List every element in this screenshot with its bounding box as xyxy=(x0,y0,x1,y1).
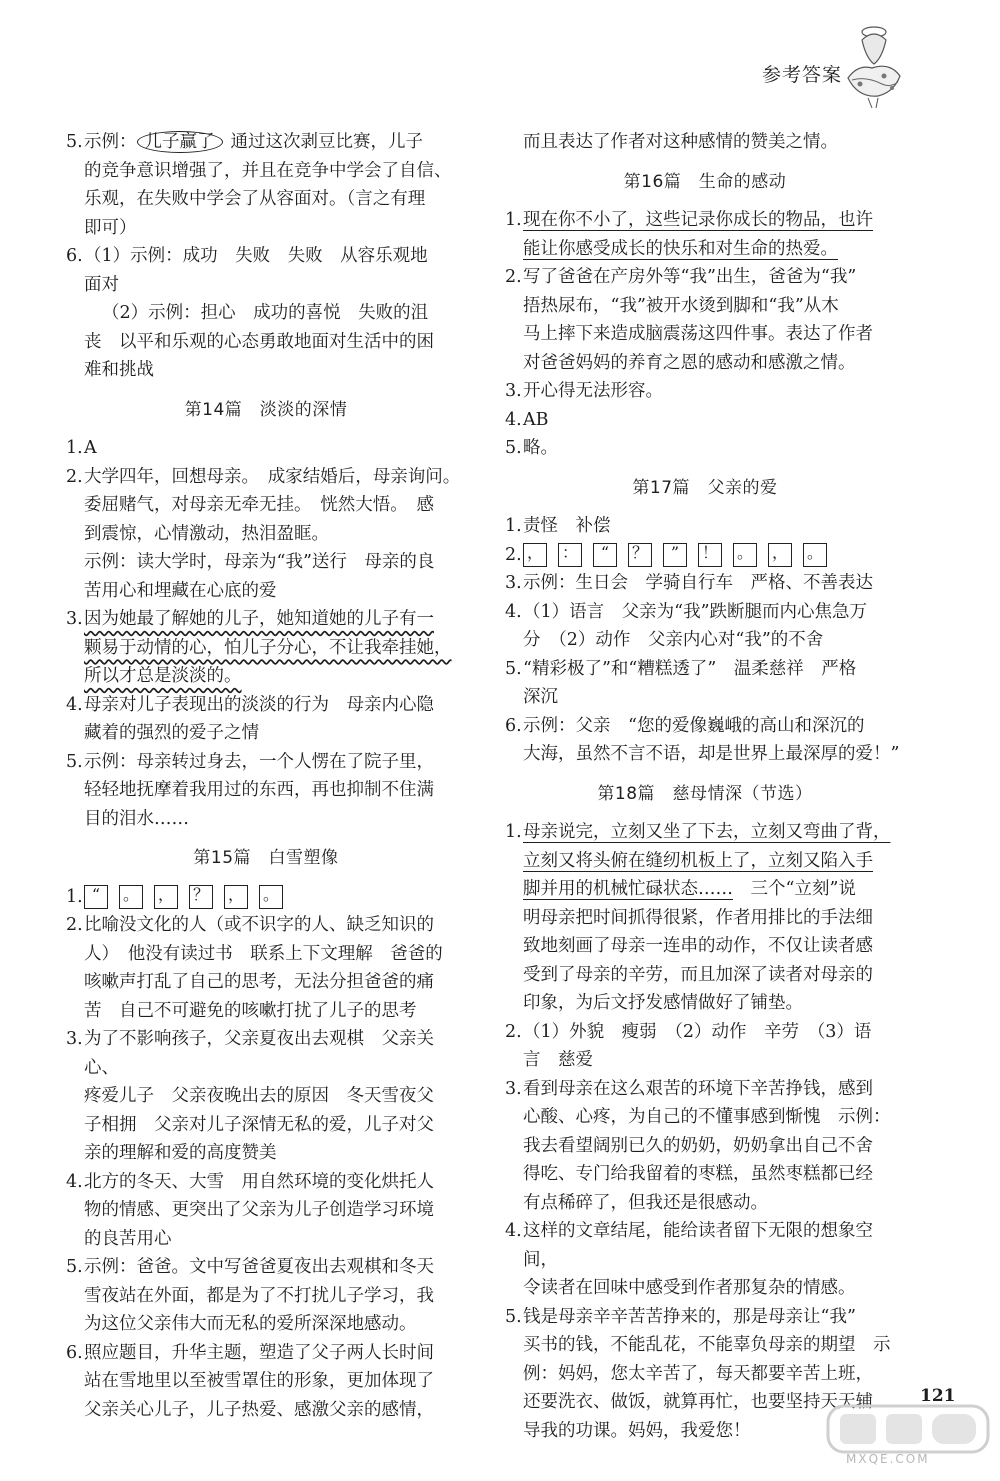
section-title: 第18篇 慈母情深（节选） xyxy=(597,783,813,804)
punctuation-box: 。 xyxy=(119,885,143,909)
answer-item: 5. 示例：母亲转过身去，一个人愣在了院子里， 轻轻地抚摩着我用过的东西，再也抑制不住满 目的泪水…… xyxy=(66,751,434,829)
answer-item: 5. 示例：爸爸。文中写爸爸夏夜出去观棋和冬天 雪夜站在外面，都是为了不打扰儿子学习，我 为这位父亲伟大而无私的爱所深深地感动。 xyxy=(66,1257,434,1334)
section-title: 第14篇 淡淡的深情 xyxy=(184,399,348,420)
underlined-text: 母亲说完，立刻又坐了下去，立刻又弯曲了背， xyxy=(523,822,891,842)
punctuation-boxes xyxy=(84,885,283,909)
wavy-underlined-text: 颗易于动情的心，怕儿子分心，不让我牵挂她， xyxy=(84,637,452,658)
page-number: 121 xyxy=(920,1386,956,1406)
underlined-text: 现在你不小了，这些记录你成长的物品，也许 xyxy=(523,210,873,230)
underlined-text: 立刻又将头俯在缝纫机板上了，立刻又陷入手 xyxy=(523,850,873,871)
punctuation-box: ： xyxy=(558,543,582,567)
right-column xyxy=(505,128,905,1445)
answer-item: 1. 责怪 补偿 xyxy=(505,516,611,536)
answer-item: 4. 北方的冬天、大雪 用自然环境的变化烘托人 物的情感、更突出了父亲为儿子创造学习环境 的良苦用心 xyxy=(66,1171,434,1249)
answer-item: 6. 示例：父亲 “您的爱像巍峨的高山和深沉的 大海，虽然不言不语，却是世界上最深厚的爱！” xyxy=(505,715,900,764)
answer-item: 2. ， ： “ ？ ” ！ 。 ， 。 xyxy=(505,541,905,570)
answer-item: 2. （1）外貌 瘦弱 （2）动作 辛劳 （3）语 言 慈爱 xyxy=(505,1021,872,1070)
answer-item: 2. 大学四年，回想母亲。 成家结婚后，母亲询问。 委屈赌气，对母亲无牵无挂。 恍然大悟。 感 到震惊，心情激动，热泪盈眶。 示例：读大学时，母亲为“我”送行 母亲的良 苦用心和埋藏在心底的爱 xyxy=(66,466,461,601)
punctuation-box: ， xyxy=(523,543,547,567)
punctuation-box: “ xyxy=(593,543,617,567)
punctuation-box: ， xyxy=(768,543,792,567)
header-label: 参考答案 xyxy=(762,64,843,86)
answer-item-continued: 而且表达了作者对这种感情的赞美之情。 xyxy=(523,132,838,152)
answer-item: 3. 示例：生日会 学骑自行车 严格、不善表达 xyxy=(505,573,873,593)
punctuation-box: ！ xyxy=(698,543,722,567)
answer-item: 6. 照应题目，升华主题，塑造了父子两人长时间 站在雪地里以至被雪罩住的形象，更加体现了 父亲关心儿子，儿子热爱、感激父亲的感情， xyxy=(66,1342,434,1420)
answer-item: 5. “精彩极了”和“糟糕透了” 温柔慈祥 严格 深沉 xyxy=(505,658,857,707)
answer-item: 1. 现在你不小了，这些记录你成长的物品，也许 能让你感受成长的快乐和对生命的热爱。 xyxy=(505,210,873,259)
circled-answer: 儿子赢了 xyxy=(137,131,223,153)
answer-item: 6. （1）示例：成功 失败 失败 从容乐观地 面对 （2）示例：担心 成功的喜悦 失败的沮 丧 以平和乐观的心态勇敢地面对生活中的困 难和挑战 xyxy=(66,246,434,380)
left-column xyxy=(66,128,466,1424)
answer-item: 1. “ 。 ， ？ ， 。 xyxy=(66,883,466,912)
punctuation-box: ， xyxy=(154,885,178,909)
section-title: 第15篇 白雪塑像 xyxy=(193,848,339,868)
punctuation-box: ？ xyxy=(189,885,213,909)
watermark-text: MXQE.COM xyxy=(846,1452,930,1466)
section-title: 第16篇 生命的感动 xyxy=(623,171,787,192)
punctuation-box: 。 xyxy=(259,885,283,909)
underlined-text: 脚并用的机械忙碌状态…… xyxy=(523,879,733,899)
section-title: 第17篇 父亲的爱 xyxy=(632,477,778,498)
punctuation-box: “ xyxy=(84,885,108,909)
answer-item: 3. 看到母亲在这么艰苦的环境下辛苦挣钱，感到 心酸、心疼，为自己的不懂事感到惭愧 示例： 我去看望阔别已久的奶奶，奶奶拿出自己不舍 得吃、专门给我留着的枣糕，虽然枣糕都已经 有点稀碎了，但我还是很感动。 xyxy=(505,1078,891,1213)
underlined-text: 能让你感受成长的快乐和对生命的热爱。 xyxy=(523,238,838,259)
answer-item: 5. 示例： 儿子赢了 通过这次剥豆比赛，儿子 的竞争意识增强了，并且在竞争中学会了自信、 乐观，在失败中学会了从容面对。（言之有理 即可） xyxy=(66,132,452,238)
answer-item: 4. 这样的文章结尾，能给读者留下无限的想象空间， 令读者在回味中感受到作者那复杂的情感。 xyxy=(505,1221,873,1298)
answer-item: 5. 略。 xyxy=(505,438,558,458)
answer-item: 5. 钱是母亲辛辛苦苦挣来的，那是母亲让“我” 买书的钱，不能乱花，不能辜负母亲的期望 示 例：妈妈，您太辛苦了，每天都要辛苦上班， 还要洗衣、做饭，就算再忙，也要坚持天天辅 导我的功课。妈妈，我爱您！ xyxy=(505,1306,891,1441)
punctuation-box: ， xyxy=(224,885,248,909)
answer-item: 2. 写了爸爸在产房外等“我”出生，爸爸为“我” 捂热尿布，“我”被开水烫到脚和“我”从木 马上摔下来造成脑震荡这四件事。表达了作者 对爸爸妈妈的养育之恩的感动和感激之情。 xyxy=(505,267,873,373)
answer-item: 4. AB xyxy=(505,409,549,430)
answer-item: 3. 因为她最了解她的儿子，她知道她的儿子有一 颗易于动情的心，怕儿子分心，不让我牵挂她， 所以才总是淡淡的。 xyxy=(66,609,452,686)
answer-item: 3. 为了不影响孩子，父亲夏夜出去观棋 父亲关心、 疼爱儿子 父亲夜晚出去的原因 冬天雪夜父 子相拥 父亲对儿子深情无私的爱，儿子对父 亲的理解和爱的高度赞美 xyxy=(66,1029,434,1163)
wavy-underlined-text: 因为她最了解她的儿子，她知道她的儿子有一 xyxy=(84,609,434,629)
answer-item: 4. 母亲对儿子表现出的淡淡的行为 母亲内心隐 藏着的强烈的爱子之情 xyxy=(66,694,434,743)
answer-item: 1. A xyxy=(66,438,97,458)
wavy-underlined-text: 所以才总是淡淡的。 xyxy=(84,666,242,686)
punctuation-box: ？ xyxy=(628,543,652,567)
punctuation-box: 。 xyxy=(803,543,827,567)
punctuation-box: ” xyxy=(663,543,687,567)
punctuation-boxes xyxy=(523,543,827,567)
decorative-illustration-icon xyxy=(838,18,906,110)
answer-item: 1. 母亲说完，立刻又坐了下去，立刻又弯曲了背， 立刻又将头俯在缝纫机板上了，立刻又陷入手 脚并用的机械忙碌状态…… 三个“立刻”说 明母亲把时间抓得很紧，作者用排比的手法细 致地刻画了母亲一连串的动作，不仅让读者感 受到了母亲的辛劳，而且加深了读者对母亲的 印象，为后文抒发感情做好了铺垫。 xyxy=(505,822,891,1013)
punctuation-box: 。 xyxy=(733,543,757,567)
answer-item: 2. 比喻没文化的人（或不识字的人、缺乏知识的 人） 他没有读过书 联系上下文理解 爸爸的 咳嗽声打乱了自己的思考，无法分担爸爸的痛 苦 自己不可避免的咳嗽打扰了儿子的思考 xyxy=(66,915,443,1021)
answer-item: 3. 开心得无法形容。 xyxy=(505,381,663,401)
answer-item: 4. （1）语言 父亲为“我”跌断腿而内心焦急万 分 （2）动作 父亲内心对“我”的不舍 xyxy=(505,601,868,650)
